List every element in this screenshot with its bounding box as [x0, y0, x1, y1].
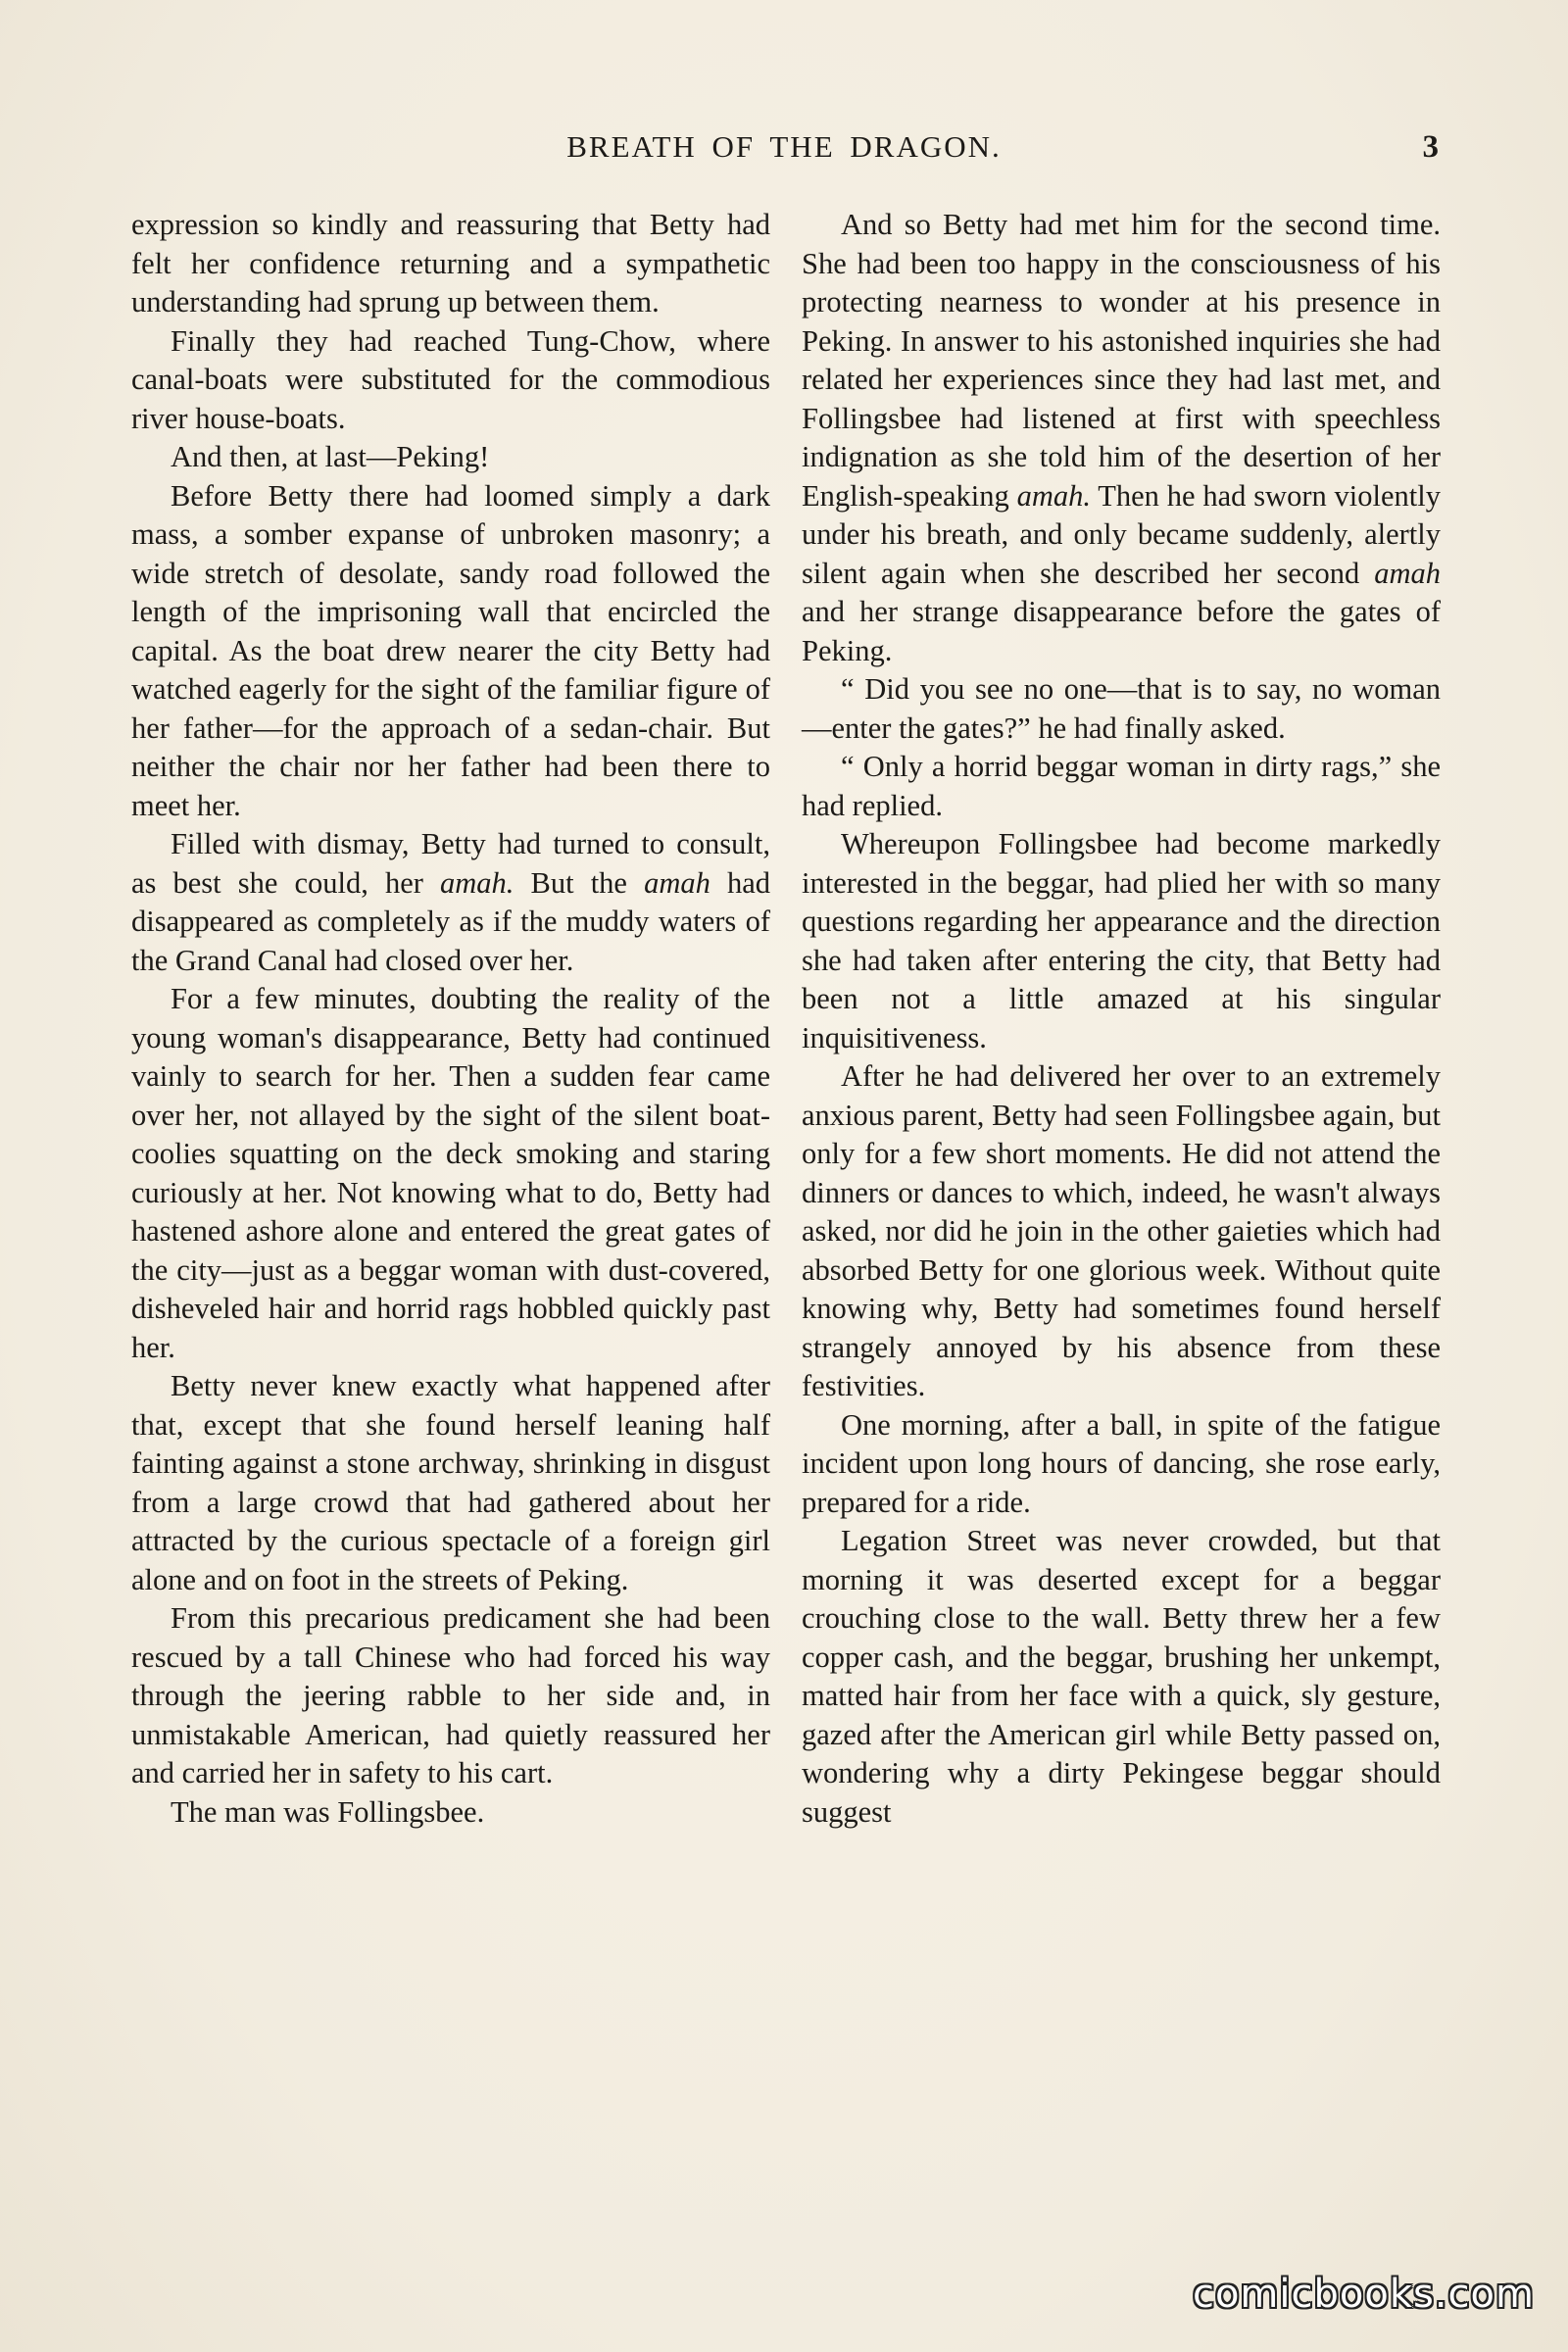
paragraph-text: But the: [514, 865, 645, 900]
paragraph: “ Only a horrid beggar woman in dirty rags,” she had replied.: [802, 750, 1441, 822]
page-number: 3: [1422, 129, 1439, 165]
left-column: [131, 206, 770, 1832]
italic-word: amah.: [1016, 478, 1091, 513]
paragraph-text: Filled with dismay, Betty had turned to consult, as best she could, her: [131, 827, 770, 900]
right-column: [802, 206, 1441, 1832]
italic-word: amah.: [440, 865, 514, 900]
paragraph: One morning, after a ball, in spite of the fatigue incident upon long hours of dancing, she rose early, prepared for a ride.: [802, 1407, 1441, 1519]
watermark: comicbooks.com: [1192, 2272, 1535, 2317]
page-header: [129, 129, 1439, 178]
running-title: BREATH OF THE DRAGON.: [566, 129, 1002, 164]
paragraph-text: and her strange disappearance before the gates of Peking.: [802, 595, 1441, 667]
paragraph: “ Did you see no one—that is to say, no woman—enter the gates?” he had finally asked.: [802, 672, 1441, 745]
paragraph-text: had disappeared as completely as if the muddy waters of the Grand Canal had closed over her.: [131, 865, 770, 977]
paragraph: From this precarious predicament she had been rescued by a tall Chinese who had forced his way through the jeering rabble to her side and, in unmistakable American, had quietly reassured her and carried her in safety to his cart.: [131, 1601, 770, 1789]
italic-word: amah: [1374, 556, 1441, 590]
italic-word: amah: [644, 865, 710, 900]
paragraph: Finally they had reached Tung-Chow, where canal-boats were substituted for the commodious river house-boats.: [131, 323, 770, 435]
paragraph: [131, 825, 770, 980]
paragraph: And then, at last—Peking!: [171, 440, 490, 473]
paragraph: After he had delivered her over to an extremely anxious parent, Betty had seen Follingsbee again, but only for a few short moments. He did not attend the dinners or dances to which, indeed, he wasn't always asked, nor did he join in the other gaieties which had absorbed Betty for one glorious week. Without quite knowing why, Betty had sometimes found herself strangely annoyed by his absence from these festivities.: [802, 1059, 1441, 1402]
paragraph: Before Betty there had loomed simply a dark mass, a somber expanse of unbroken masonry; a wide stretch of desolate, sandy road followed the length of the imprisoning wall that encircled the capital. As the boat drew nearer the city Betty had watched eagerly for the sight of the familiar figure of her father—for the approach of a sedan-chair. But neither the chair nor her father had been there to meet her.: [131, 478, 770, 822]
paragraph-text: Then he had sworn violently under his breath, and only became suddenly, alertly silent again when she described her second: [802, 478, 1441, 590]
paragraph: For a few minutes, doubting the reality of the young woman's disappearance, Betty had continued vainly to search for her. Then a sudden fear came over her, not allayed by the sight of the silent boat-coolies squatting on the deck smoking and staring curiously at her. Not knowing what to do, Betty had hastened ashore alone and entered the great gates of the city—just as a beggar woman with dust-covered, disheveled hair and horrid rags hobbled quickly past her.: [131, 982, 770, 1364]
paragraph: The man was Follingsbee.: [171, 1794, 485, 1829]
paragraph-text: And so Betty had met him for the second time. She had been too happy in the consciousness of his protecting nearness to wonder at his presence in Peking. In answer to his astonished inquiries she had related her experiences since they had last met, and Follingsbee had listened at first with speechless indignation as she told him of the desertion of her English-speaking: [802, 208, 1441, 513]
paragraph: Whereupon Follingsbee had become markedly interested in the beggar, had plied her with so many questions regarding her appearance and the direction she had taken after entering the city, that Betty had been not a little amazed at his singular inquisitiveness.: [802, 827, 1441, 1054]
paragraph: Betty never knew exactly what happened after that, except that she found herself leaning half fainting against a stone archway, shrinking in disgust from a large crowd that had gathered about her attracted by the curious spectacle of a foreign girl alone and on foot in the streets of Peking.: [131, 1369, 770, 1596]
paragraph: [802, 206, 1441, 670]
paragraph: Legation Street was never crowded, but that morning it was deserted except for a beggar crouching close to the wall. Betty threw her a few copper cash, and the beggar, brushing her unkempt, matted hair from her face with a quick, sly gesture, gazed after the American girl while Betty passed on, wondering why a dirty Pekingese beggar should suggest: [802, 1524, 1441, 1829]
paragraph: expression so kindly and reassuring that Betty had felt her confidence returning and a sympathetic understanding had sprung up between them.: [131, 208, 770, 318]
